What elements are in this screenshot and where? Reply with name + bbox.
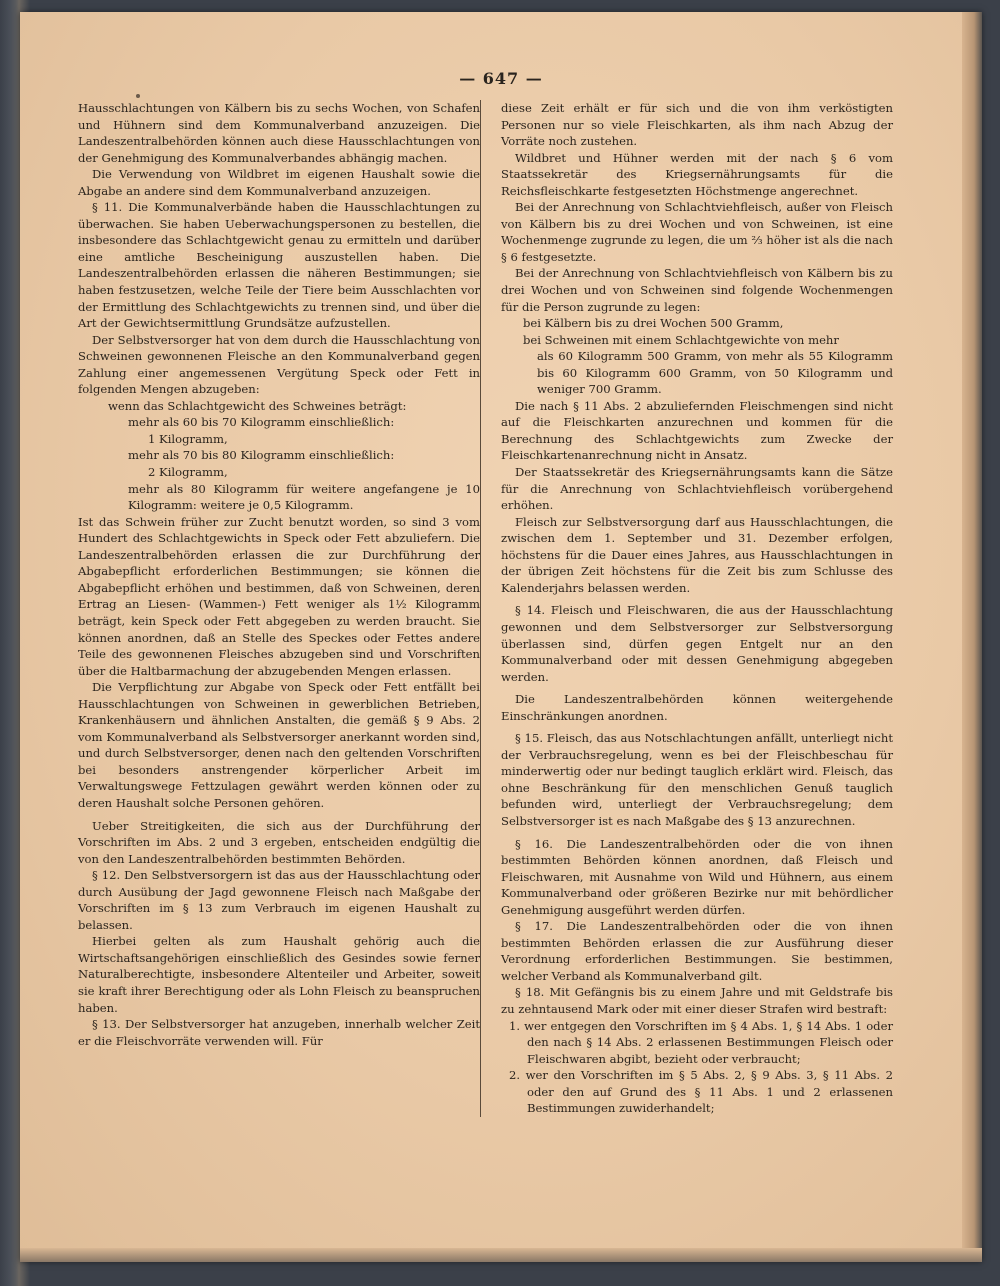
paragraph: mehr als 60 bis 70 Kilogramm einschließlich: <box>128 415 395 430</box>
document-page <box>20 12 982 1262</box>
paragraph: § 15. Fleisch, das aus Notschlachtungen anfällt, unterliegt nicht der Verbrauchsregelung, wenn es bei der Fleischbeschau für minderwertig oder nur bedingt tauglich erklärt wird. Fleisch, das ohne Beschränkung für den menschlichen Genuß tauglich befunden wird, unterliegt der Verbrauchsregelung; dem Selbstversorger ist es nach Maßgabe des § 13 anzurechnen. <box>501 731 893 828</box>
paragraph: Die Landeszentralbehörden können weitergehende Einschränkungen anordnen. <box>501 692 893 723</box>
paragraph: 2. wer den Vorschriften im § 5 Abs. 2, § 9 Abs. 3, § 11 Abs. 2 oder den auf Grund des § 11 Abs. 1 und 2 erlassenen Bestimmungen zuwiderhandelt; <box>509 1068 893 1116</box>
paragraph: § 16. Die Landeszentralbehörden oder die von ihnen bestimmten Behörden können anordnen, daß Fleisch und Fleischwaren, mit Ausnahme von Wild und Hühnern, aus einem Kommunalverband oder größeren Bezirke nur mit behördlicher Genehmigung ausgeführt werden dürfen. <box>501 836 893 917</box>
paragraph: § 12. Den Selbstversorgern ist das aus der Hausschlachtung oder durch Ausübung der Jagd gewonnene Fleisch nach Maßgabe der Vorschriften im § 13 zum Verbrauch im eigenen Haushalt zu belassen. <box>78 868 480 932</box>
paragraph: Hausschlachtungen von Kälbern bis zu sechs Wochen, von Schafen und Hühnern sind dem Kommunalverband anzuzeigen. Die Landeszentralbehörden können auch diese Hausschlachtungen von der Genehmigung des Kommunalverbandes abhängig machen. <box>78 101 480 165</box>
paragraph: § 11. Die Kommunalverbände haben die Hausschlachtungen zu überwachen. Sie haben Ueberwachungspersonen zu bestellen, die insbesondere das Schlachtgewicht genau zu ermitteln und darüber eine amtliche Bescheinigung auszustellen haben. Die Landeszentralbehörden erlassen die näheren Bestimmungen; sie haben festzusetzen, welche Teile der Tiere beim Ausschlachten vor der Ermittlung des Schlachtgewichts zu trennen sind, und über die Art der Gewichtsermittlung Grundsätze aufzustellen. <box>78 200 480 331</box>
paragraph: § 13. Der Selbstversorger hat anzugeben, innerhalb welcher Zeit er die Fleischvorräte verwenden will. Für <box>78 1017 480 1048</box>
paragraph: 1 Kilogramm, <box>148 431 228 446</box>
paragraph: Wildbret und Hühner werden mit der nach § 6 vom Staatssekretär des Kriegsernährungsamts für die Reichsfleischkarte festgesetzten Höchstmenge angerechnet. <box>501 150 893 198</box>
page-bottom-edge <box>20 1248 982 1262</box>
paragraph: Der Staatssekretär des Kriegsernährungsamts kann die Sätze für die Anrechnung von Schlachtviehfleisch vorübergehend erhöhen. <box>501 465 893 513</box>
paragraph: 1. wer entgegen den Vorschriften im § 4 Abs. 1, § 14 Abs. 1 oder den nach § 14 Abs. 2 erlassenen Bestimmungen Fleisch oder Fleischwaren abgibt, bezieht oder verbraucht; <box>509 1018 893 1066</box>
paragraph: Die nach § 11 Abs. 2 abzuliefernden Fleischmengen sind nicht auf die Fleischkarten anzurechnen und kommen für die Berechnung des Schlachtgewichts zum Zwecke der Fleischkartenanrechnung nicht in Ansatz. <box>501 398 893 463</box>
paragraph: Fleisch zur Selbstversorgung darf aus Hausschlachtungen, die zwischen dem 1. September und 31. Dezember erfolgen, höchstens für die Dauer eines Jahres, aus Hausschlachtungen in der übrigen Zeit höchstens für die Zeit bis zum Schlusse des Kalenderjahrs belassen werden. <box>501 514 893 595</box>
paragraph: Bei der Anrechnung von Schlachtviehfleisch, außer von Fleisch von Kälbern bis zu drei Wochen und von Schweinen, ist eine Wochenmenge zugrunde zu legen, die um ⅔ höher ist als die nach § 6 festgesetzte. <box>501 200 893 264</box>
paragraph: § 18. Mit Gefängnis bis zu einem Jahre und mit Geldstrafe bis zu zehntausend Mark oder mit einer dieser Strafen wird bestraft: <box>501 985 893 1016</box>
paragraph: § 14. Fleisch und Fleischwaren, die aus der Hausschlachtung gewonnen und dem Selbstversorger zur Selbstversorgung überlassen sind, dürfen gegen Entgelt nur an den Kommunalverband oder mit dessen Genehmigung abgegeben werden. <box>501 603 893 684</box>
paragraph: Bei der Anrechnung von Schlachtviehfleisch von Kälbern bis zu drei Wochen und von Schweinen sind folgende Wochenmengen für die Person zugrunde zu legen: <box>501 266 893 314</box>
paragraph: Die Verpflichtung zur Abgabe von Speck oder Fett entfällt bei Hausschlachtungen von Schweinen in gewerblichen Betrieben, Krankenhäusern und ähnlichen Anstalten, die gemäß § 9 Abs. 2 vom Kommunalverband als Selbstversorger anerkannt worden sind, und durch Selbstversorger, denen nach den geltenden Vorschriften bei besonders anstrengender körperlicher Arbeit im Verwaltungswege Fettzulagen gewährt werden können oder zu deren Haushalt solche Personen gehören. <box>78 680 480 810</box>
paragraph: bei Kälbern bis zu drei Wochen 500 Gramm, <box>523 316 784 331</box>
page-edge <box>962 12 982 1262</box>
left-column <box>78 100 480 1049</box>
paragraph: diese Zeit erhält er für sich und die von ihm verköstigten Personen nur so viele Fleischkarten, als ihm nach Abzug der Vorräte noch zustehen. <box>501 101 893 149</box>
paragraph: mehr als 80 Kilogramm für weitere angefangene je 10 Kilogramm: weitere je 0,5 Kilogramm. <box>128 481 480 513</box>
paragraph: mehr als 70 bis 80 Kilogramm einschließlich: <box>128 448 395 463</box>
page-number: — 647 — <box>459 69 543 88</box>
paragraph: Ueber Streitigkeiten, die sich aus der Durchführung der Vorschriften im Abs. 2 und 3 ergeben, entscheiden endgültig die von den Landeszentralbehörden bestimmten Behörden. <box>78 818 480 866</box>
ink-spot <box>136 94 140 98</box>
paragraph: bei Schweinen mit einem Schlachtgewichte von mehr <box>523 332 839 347</box>
right-column <box>480 100 893 1117</box>
paragraph: Der Selbstversorger hat von dem durch die Hausschlachtung von Schweinen gewonnenen Fleische an den Kommunalverband gegen Zahlung einer angemessenen Vergütung Speck oder Fett in folgenden Mengen abzugeben: <box>78 332 480 397</box>
paragraph: Hierbei gelten als zum Haushalt gehörig auch die Wirtschaftsangehörigen einschließlich des Gesindes sowie ferner Naturalberechtigte, insbesondere Altenteiler und Arbeiter, soweit sie kraft ihrer Berechtigung oder als Lohn Fleisch zu beanspruchen haben. <box>78 934 480 1015</box>
paragraph: Ist das Schwein früher zur Zucht benutzt worden, so sind 3 vom Hundert des Schlachtgewichts in Speck oder Fett abzuliefern. Die Landeszentralbehörden erlassen die zur Durchführung der Abgabepflicht erforderlichen Bestimmungen; sie können die Abgabepflicht erhöhen und bestimmen, daß von Schweinen, deren Ertrag an Liesen- (Wammen-) Fett weniger als 1½ Kilogramm beträgt, kein Speck oder Fett abgegeben zu werden braucht. Sie können anordnen, daß an Stelle des Speckes oder Fettes andere Teile des gewonnenen Fleisches abzugeben sind und Vorschriften über die Haltbarmachung der abzugebenden Mengen erlassen. <box>78 514 480 678</box>
paragraph: Die Verwendung von Wildbret im eigenen Haushalt sowie die Abgabe an andere sind dem Kommunalverband anzuzeigen. <box>78 167 480 198</box>
paragraph: als 60 Kilogramm 500 Gramm, von mehr als 55 Kilogramm bis 60 Kilogramm 600 Gramm, von 50 Kilogramm und weniger 700 Gramm. <box>537 349 893 397</box>
paragraph: § 17. Die Landeszentralbehörden oder die von ihnen bestimmten Behörden erlassen die zur Ausführung dieser Verordnung erforderlichen Bestimmungen. Sie bestimmen, welcher Verband als Kommunalverband gilt. <box>501 919 893 983</box>
paragraph: wenn das Schlachtgewicht des Schweines beträgt: <box>108 398 407 413</box>
paragraph: 2 Kilogramm, <box>148 465 228 480</box>
